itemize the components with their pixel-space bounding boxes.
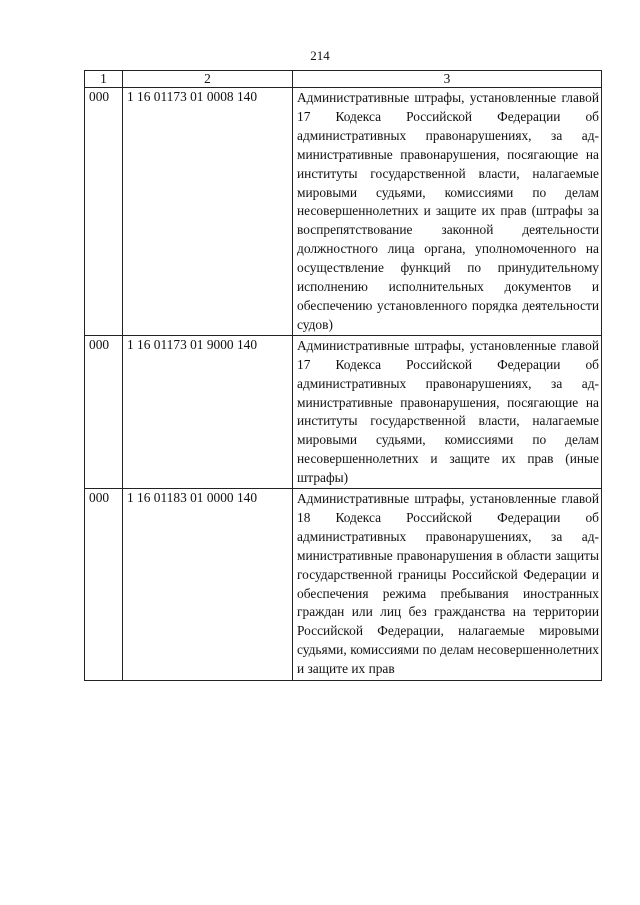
budget-code-cell: 1 16 01183 01 0000 140 — [123, 489, 293, 681]
header-col-2: 2 — [123, 71, 293, 88]
budget-code-cell: 1 16 01173 01 0008 140 — [123, 88, 293, 336]
description-cell: Административные штрафы, установленные главой 17 Кодекса Российской Федерации об административных правонарушениях, за административные правонарушения, посягающие на институты государственной власти, налагаемые мировыми судьями, комиссиями по делам несовершеннолетних и защите их прав (иные штрафы) — [293, 335, 602, 488]
table-header — [85, 71, 602, 88]
admin-code-cell: 000 — [85, 335, 123, 488]
admin-code-cell: 000 — [85, 88, 123, 336]
page-number: 214 — [310, 48, 330, 63]
header-col-1: 1 — [85, 71, 123, 88]
description-cell: Административные штрафы, установленные главой 18 Кодекса Российской Федерации об административных правонарушениях, за административные правонарушения в области защиты государственной границы Российской Федерации и обеспечения режима пребывания иностранных граждан или лиц без гражданства на территории Российской Федерации, налагаемые мировыми судьями, комиссиями по делам несовершеннолетних и защите их прав — [293, 489, 602, 681]
table-row — [85, 489, 602, 681]
admin-code-cell: 000 — [85, 489, 123, 681]
header-row — [85, 71, 602, 88]
budget-code-cell: 1 16 01173 01 9000 140 — [123, 335, 293, 488]
header-col-3: 3 — [293, 71, 602, 88]
table-body — [85, 88, 602, 681]
table-row — [85, 88, 602, 336]
table-row — [85, 335, 602, 488]
description-cell: Административные штрафы, установленные главой 17 Кодекса Российской Федерации об административных правонарушениях, за административные правонарушения, посягающие на институты государственной власти, налагаемые мировыми судьями, комиссиями по делам несовершеннолетних и защите их прав (штрафы за воспрепятствование законной деятельности должностного лица органа, уполномоченного на осуществление функций по принудительному исполнению исполнительных документов и обеспечению установленного порядка деятельности судов) — [293, 88, 602, 336]
budget-codes-table — [84, 70, 602, 681]
